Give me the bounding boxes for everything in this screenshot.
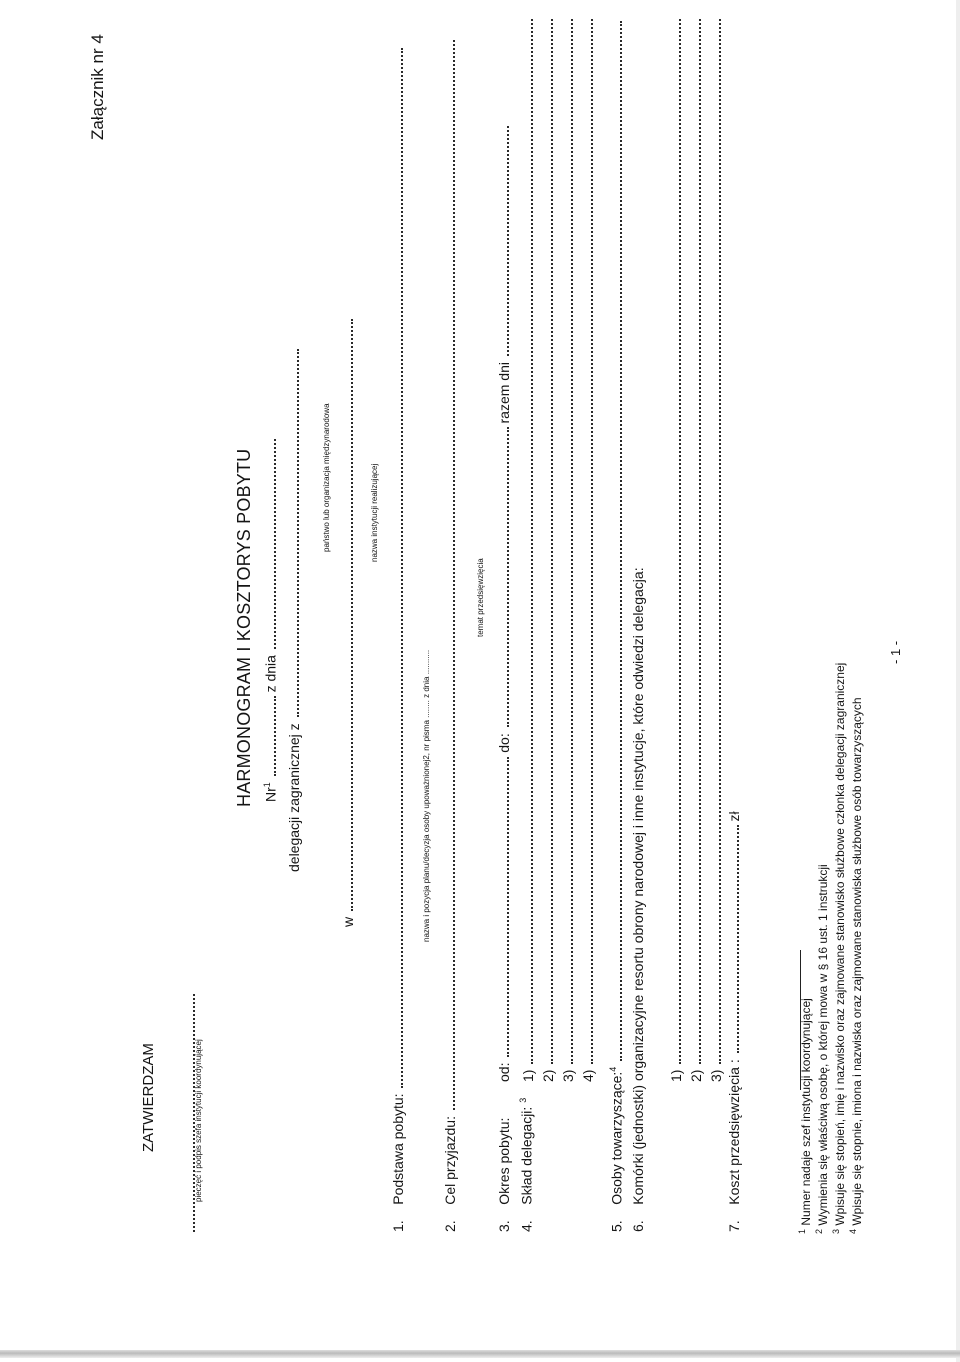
item2-field — [453, 40, 455, 1110]
item3-period — [496, 126, 512, 1082]
footnote-text: Wymienia się właściwą osobę, o której mowa w § 16 ust. 1 instrukcji — [816, 864, 830, 1226]
item1-label: Podstawa pobytu: — [390, 1093, 406, 1205]
approval-title: ZATWIERDZAM — [140, 1043, 157, 1152]
footnote-marker: 3 — [831, 1228, 841, 1234]
footnote-text: Wpisuje się stopnie, imiona i nazwiska oraz zajmowane stanowiska służbowe osób towarzyszących — [850, 697, 864, 1226]
footnote-3 — [830, 663, 847, 1234]
item3-total-label: razem dni — [496, 362, 512, 424]
annex-label: Załącznik nr 4 — [88, 34, 107, 140]
page-number: - 1 - — [888, 640, 903, 664]
delegation-line — [286, 349, 302, 872]
item7-unit: zł — [726, 811, 742, 822]
row-number: 2) — [540, 1069, 556, 1082]
footnote-4 — [847, 663, 864, 1234]
item6-number: 6. — [630, 1220, 646, 1232]
row-field — [591, 19, 593, 1064]
row-number: 2) — [688, 1069, 704, 1082]
item5-label: Osoby towarzyszące: — [608, 1071, 625, 1205]
scan-edge-right — [956, 0, 960, 1362]
row-number: 3) — [708, 1069, 724, 1082]
item4-row-4 — [580, 19, 596, 1082]
item-sklad-delegacji — [518, 1098, 535, 1232]
footnote-text: Wpisuje się stopień, imię i nazwisko oraz zajmowane stanowisko służbowe członka delegacji zagranicznej — [833, 662, 847, 1226]
item5-footnote-ref: 4 — [608, 1066, 618, 1072]
row-field — [699, 19, 701, 1064]
delegation-field — [297, 349, 299, 717]
item1-number: 1. — [390, 1220, 406, 1232]
footnote-text: Numer nadaje szef instytucji koordynującej — [799, 998, 813, 1226]
item3-from-label: od: — [496, 1062, 512, 1082]
row-field — [551, 19, 553, 1064]
item3-number: 3. — [496, 1220, 512, 1232]
date-field — [274, 439, 276, 649]
country-caption: państwo lub organizacja międzynarodowa — [322, 403, 331, 552]
number-line — [262, 439, 279, 802]
stamp-caption: pieczęć i podpis szefa instytucji koordynującej — [194, 1039, 203, 1202]
scan-edge-bottom — [0, 1350, 960, 1358]
date-label: z dnia — [262, 655, 279, 693]
item7-label: Koszt przedsięwzięcia : — [726, 1059, 742, 1205]
item3-from-field — [507, 757, 509, 1057]
item6-row-1 — [668, 19, 684, 1082]
item6-row-3 — [708, 19, 724, 1082]
nr-footnote-ref: 1 — [262, 782, 272, 788]
row-number: 4) — [580, 1069, 596, 1082]
w-label: w — [340, 916, 356, 927]
row-field — [719, 19, 721, 1064]
item4-row-2 — [540, 19, 556, 1082]
item6-row-2 — [688, 19, 704, 1082]
item3-total-field — [507, 126, 509, 356]
institution-caption: nazwa instytucji realizującej — [370, 463, 379, 562]
row-field — [679, 19, 681, 1064]
item7-field — [737, 825, 739, 1053]
item4-row-3 — [560, 19, 576, 1082]
footnote-marker: 4 — [848, 1228, 858, 1234]
footnote-2 — [813, 663, 830, 1234]
item6-label: Komórki (jednostki) organizacyjne resortu obrony narodowej i inne instytucje, które odwiedzi delegacja: — [630, 567, 646, 1205]
nr-field — [274, 696, 276, 776]
row-number: 1) — [520, 1069, 536, 1082]
item-koszt — [726, 811, 742, 1232]
item3-to-label: do: — [496, 733, 512, 753]
item4-number: 4. — [518, 1220, 535, 1232]
item1-caption: nazwa i pozycja planu/decyzja osoby upoważnionej2, nr pisma ........ z dnia ........... — [422, 649, 431, 942]
document-title: HARMONOGRAM I KOSZTORYS POBYTU — [234, 448, 254, 807]
item7-number: 7. — [726, 1220, 742, 1232]
footnote-marker: 1 — [797, 1228, 807, 1234]
item4-footnote-ref: 3 — [518, 1097, 528, 1103]
row-field — [571, 19, 573, 1064]
item5-number: 5. — [608, 1220, 625, 1232]
footnotes — [796, 663, 864, 1234]
item3-label: Okres pobytu: — [496, 1117, 512, 1205]
row-field — [531, 19, 533, 1064]
footnote-marker: 2 — [814, 1228, 824, 1234]
item4-label: Skład delegacji: — [518, 1106, 535, 1205]
institution-line — [340, 319, 356, 927]
item4-row-1 — [520, 19, 536, 1082]
nr-label: Nr — [262, 787, 279, 802]
item-komorki — [630, 567, 646, 1232]
item5-field — [620, 21, 622, 1061]
item2-label: Cel przyjazdu: — [442, 1116, 458, 1205]
footnote-1 — [796, 663, 813, 1234]
item2-number: 2. — [442, 1220, 458, 1232]
item-podstawa-pobytu — [390, 48, 406, 1232]
item2-caption: temat przedsięwzięcia — [476, 558, 485, 637]
delegation-label: delegacji zagranicznej z — [286, 723, 302, 872]
item3-to-field — [507, 427, 509, 727]
item1-field — [401, 48, 403, 1088]
institution-field — [351, 319, 353, 911]
item-okres-pobytu — [496, 1118, 512, 1232]
row-number: 1) — [668, 1069, 684, 1082]
row-number: 3) — [560, 1069, 576, 1082]
item-cel-przyjazdu — [442, 40, 458, 1232]
item-osoby-towarzyszace — [608, 21, 625, 1232]
